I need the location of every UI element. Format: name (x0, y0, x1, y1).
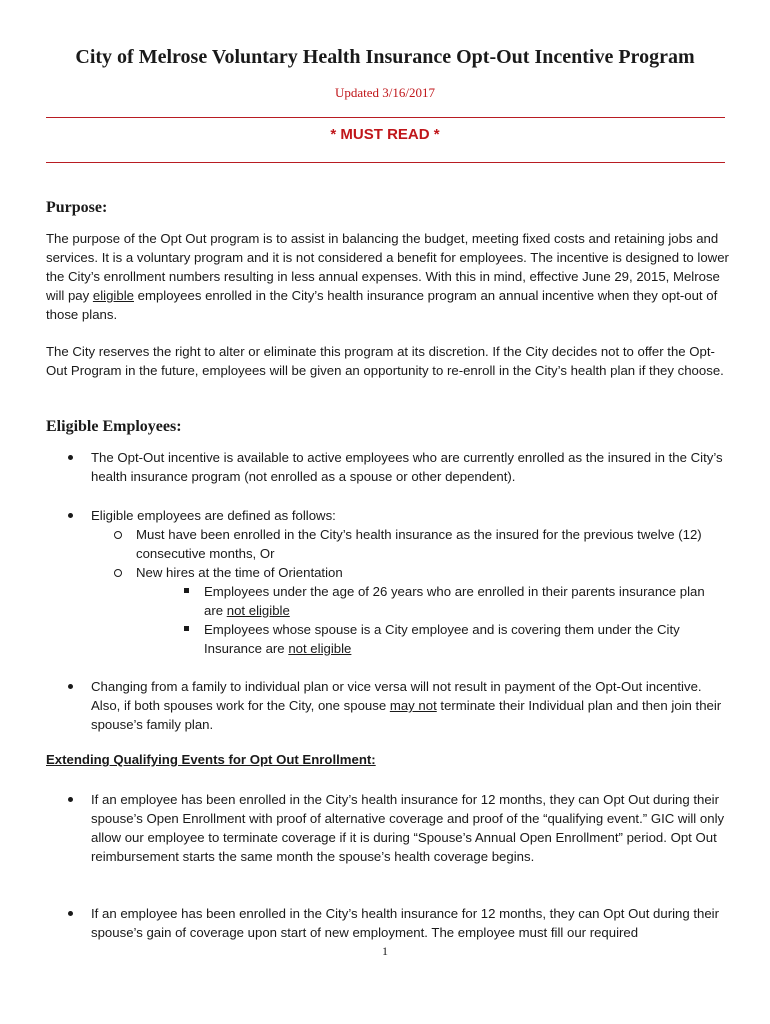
updated-date: Updated 3/16/2017 (334, 85, 435, 100)
extending-bullet-2: If an employee has been enrolled in the City’s health insurance for 12 months, they can Opt Out during their spouse’s gain of coverage upon start of new employment. The employee must fill our required (91, 906, 719, 940)
must-read-banner: * MUST READ * (330, 126, 440, 143)
bullet-3-may-not: may not (389, 698, 437, 713)
eligible-sub-bullet-2: New hires at the time of Orientation (136, 565, 343, 580)
purpose-p1-text-a: The purpose of the Opt Out program is to assist in balancing the budget, meeting fixed costs and retaining jobs and services. It is a voluntary program and it is not considered a benefit for employees. The incentive is designed to lower the City’s enrollment numbers resulting in less annual expenses. With this in mind, effective June 29, 2015, Melrose will pay (46, 231, 729, 303)
eligible-bullet-1: The Opt-Out incentive is available to active employees who are currently enrolled as the insured in the City’s health insurance program (not enrolled as a spouse or other dependent). (91, 450, 723, 484)
purpose-p1-text-b: employees enrolled in the City’s health insurance program an annual incentive when they opt-out of those plans. (46, 288, 718, 322)
purpose-paragraph-2: The City reserves the right to alter or eliminate this program at its discretion. If the City decides not to offer the Opt-Out Program in the future, employees will be given an opportunity to re-enroll in the City’s health plan if they choose. (46, 344, 724, 378)
bullet-icon (68, 455, 73, 460)
bullet-icon (68, 684, 73, 689)
eligible-sub-sub-bullet-1 (204, 582, 724, 620)
extending-bullet-1: If an employee has been enrolled in the City’s health insurance for 12 months, they can Opt Out during their spouse’s Open Enrollment with proof of alternative coverage and proof of the “qualifying event.” GIC will only allow our employee to terminate coverage if it is during “Spouse’s Annual Open Enrollment” period. Opt Out reimbursement starts the same month the spouse’s health coverage begins. (91, 792, 725, 864)
bullet-icon (68, 911, 73, 916)
sub-sub-2-text: Employees whose spouse is a City employee and is covering them under the City Insurance are (204, 622, 680, 656)
sub-sub-1-not-eligible: not eligible (226, 603, 290, 618)
sub-sub-2-not-eligible: not eligible (288, 641, 352, 656)
eligible-heading: Eligible Employees: (46, 418, 182, 435)
eligible-sub-sub-bullet-2 (204, 620, 714, 658)
sub-sub-1-text: Employees under the age of 26 years who are enrolled in their parents insurance plan are (204, 584, 705, 618)
bullet-3-text-a: Changing from a family to individual plan or vice versa will not result in payment of the Opt-Out incentive. Also, if both spouses work for the City, one spouse (91, 679, 702, 713)
page-number: 1 (382, 944, 388, 958)
bullet-icon (68, 513, 73, 518)
bullet-3-text-b: terminate their Individual plan and then join their spouse’s family plan. (91, 698, 722, 732)
eligible-sub-bullet-1: Must have been enrolled in the City’s health insurance as the insured for the previous twelve (12) consecutive months, Or (136, 527, 702, 561)
purpose-p1-eligible: eligible (92, 288, 134, 303)
sub-bullet-icon (114, 531, 122, 539)
purpose-paragraph-1 (46, 229, 730, 324)
eligible-bullet-2: Eligible employees are defined as follows: (91, 508, 336, 523)
page-title: City of Melrose Voluntary Health Insurance Opt-Out Incentive Program (75, 46, 695, 68)
square-bullet-icon (184, 626, 189, 631)
eligible-bullet-3 (91, 677, 731, 734)
square-bullet-icon (184, 588, 189, 593)
bullet-icon (68, 797, 73, 802)
top-rule (46, 117, 725, 118)
bottom-rule (46, 162, 725, 163)
purpose-heading: Purpose: (46, 199, 108, 216)
sub-bullet-icon (114, 569, 122, 577)
extending-heading: Extending Qualifying Events for Opt Out Enrollment: (46, 752, 376, 767)
